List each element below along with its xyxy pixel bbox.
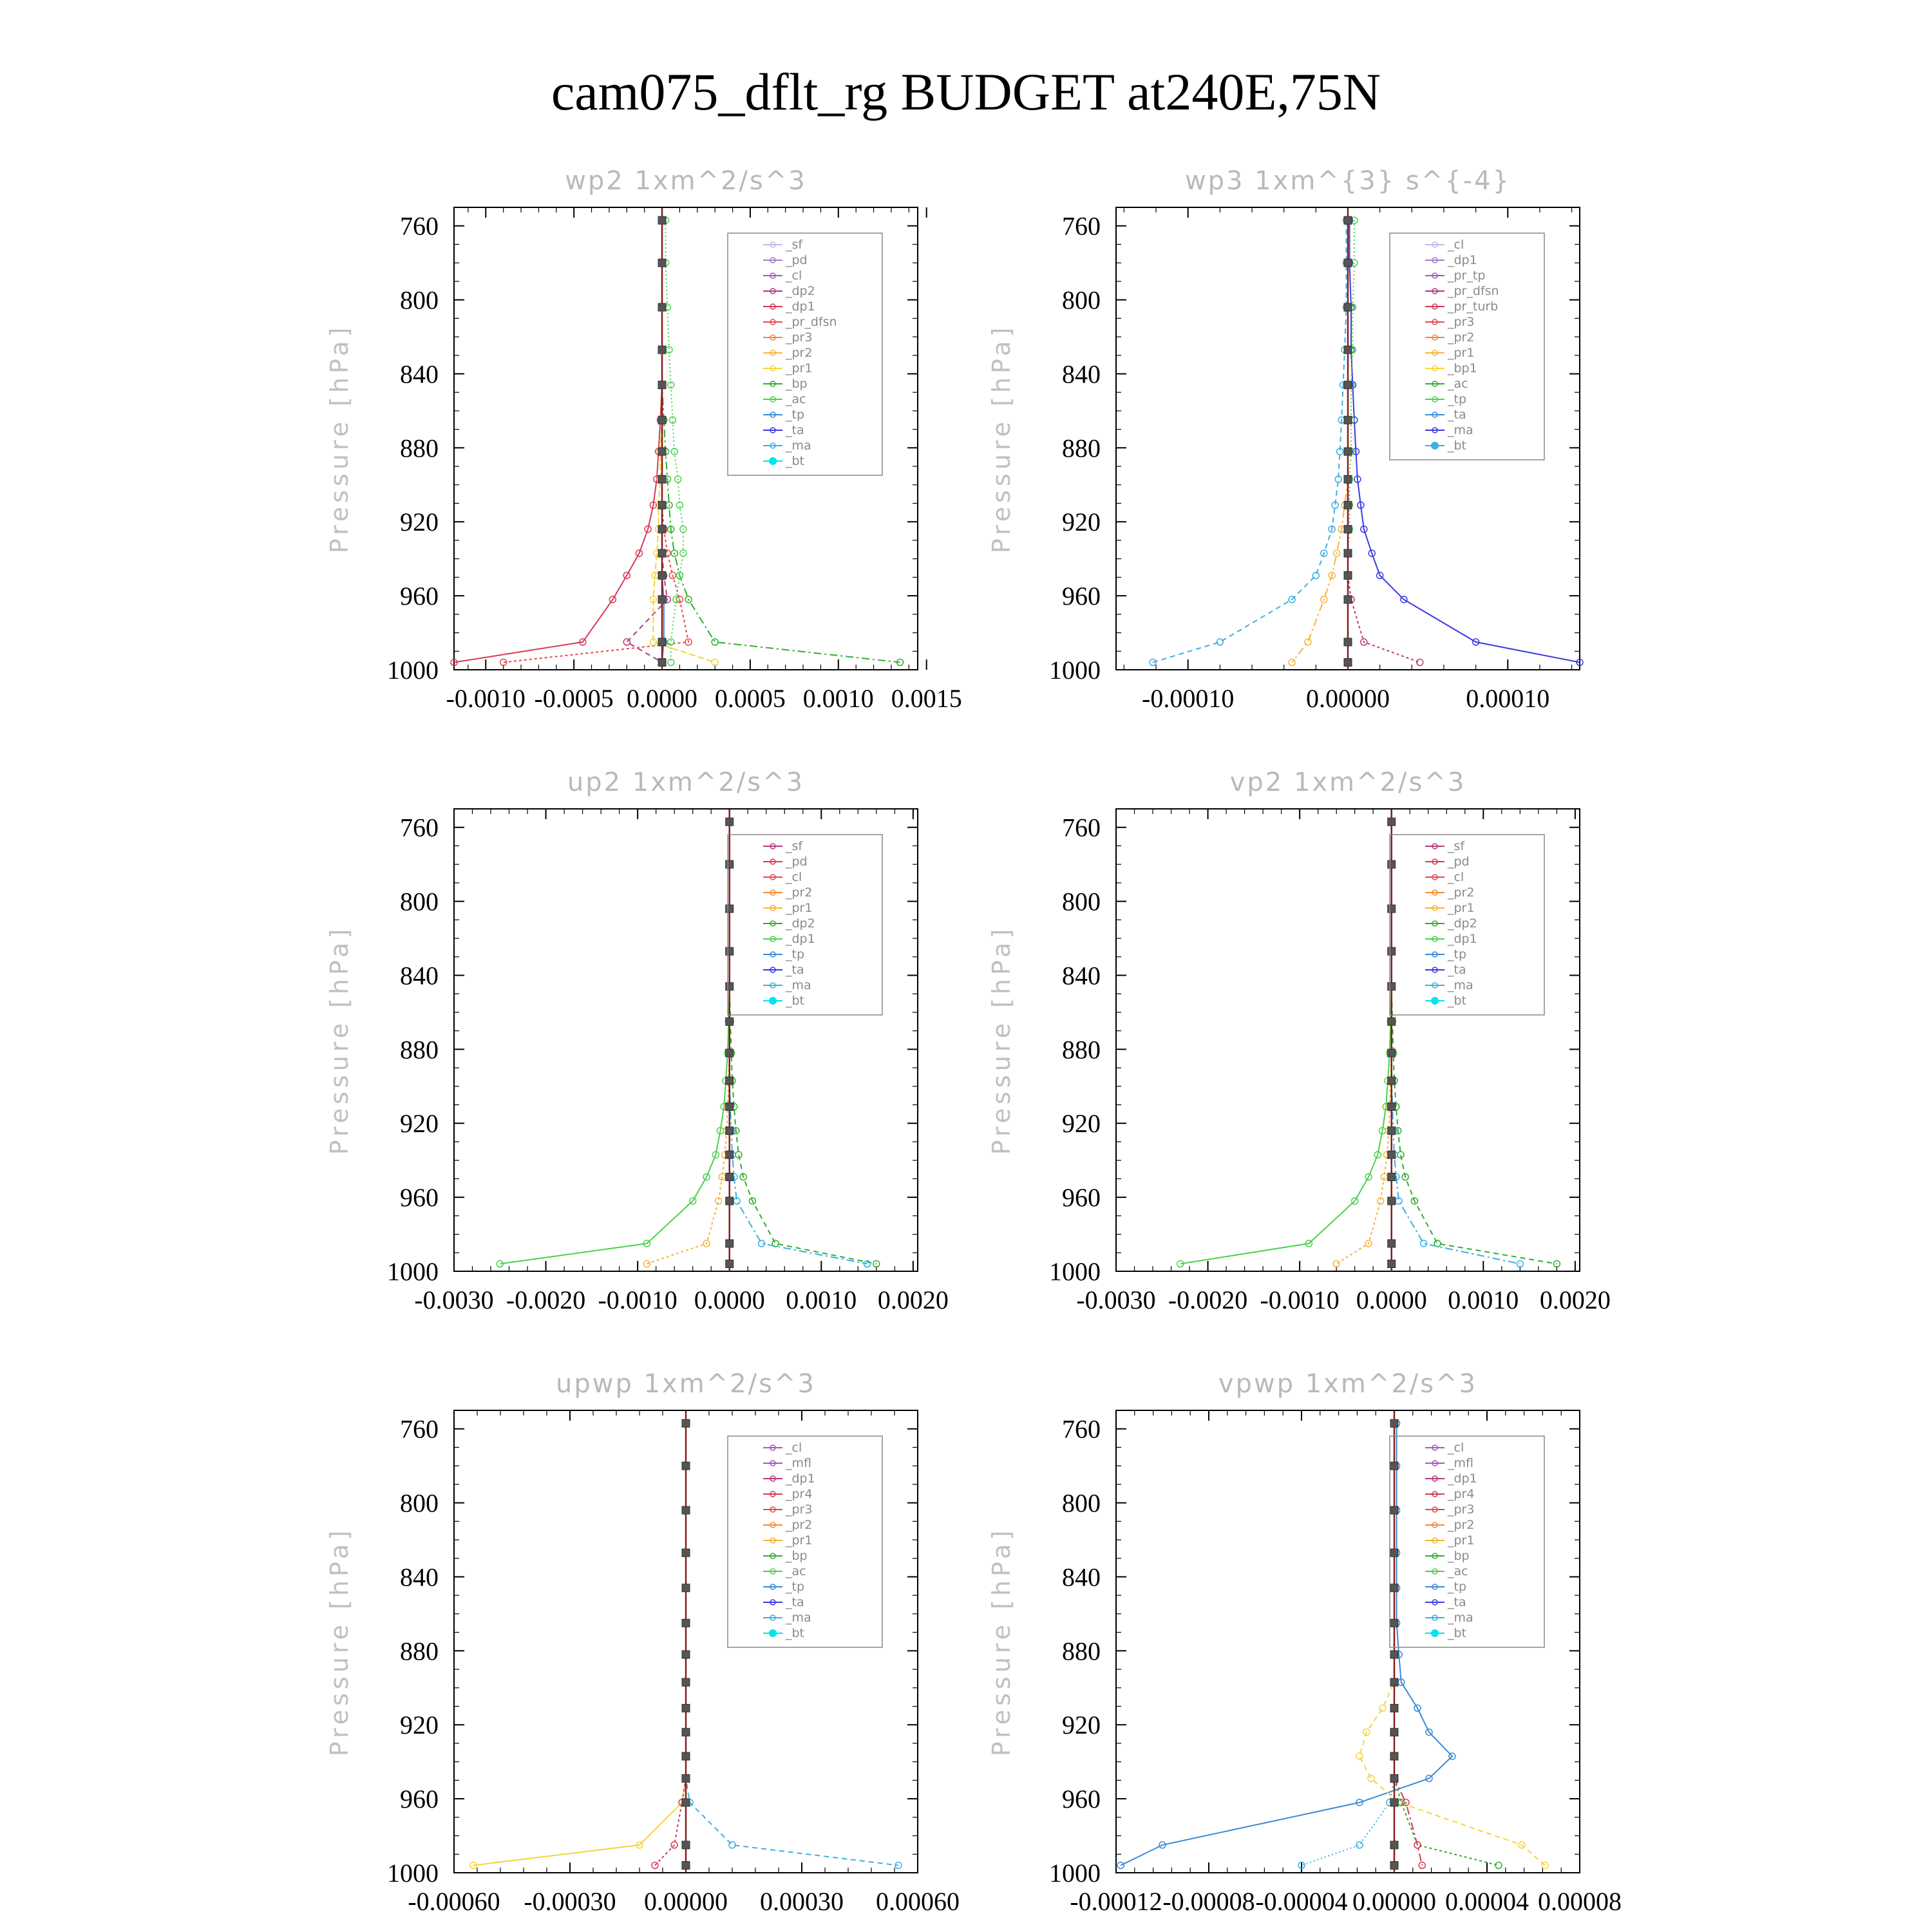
legend-label: _bp xyxy=(786,377,808,391)
legend-label: _ta xyxy=(786,1595,804,1609)
zero-profile-marker xyxy=(1388,905,1396,913)
zero-profile-marker xyxy=(1390,1799,1398,1806)
x-tick-label: -0.00008 xyxy=(1162,1887,1255,1916)
zero-profile-marker xyxy=(1344,346,1352,354)
y-tick-label: 800 xyxy=(1062,285,1101,315)
zero-profile-marker xyxy=(1344,501,1352,509)
data-point-ac xyxy=(680,550,687,556)
y-axis-label: Pressure [hPa] xyxy=(987,925,1016,1155)
panel-title: up2 1xm^2/s^3 xyxy=(567,768,805,797)
y-tick-label: 960 xyxy=(400,1785,439,1814)
zero-profile-marker xyxy=(1388,1240,1396,1247)
legend-label: _dp1 xyxy=(1448,253,1477,267)
data-point-dp1 xyxy=(1419,1862,1425,1869)
x-tick-label: 0.0000 xyxy=(694,1285,765,1314)
y-tick-label: 800 xyxy=(400,887,439,916)
figure-title: cam075_dflt_rg BUDGET at240E,75N xyxy=(551,62,1381,121)
legend-label: _tp xyxy=(1448,947,1467,961)
y-axis-label: Pressure [hPa] xyxy=(325,925,354,1155)
x-tick-label: 0.00000 xyxy=(1352,1887,1436,1916)
legend-label: _ac xyxy=(786,1564,806,1578)
zero-profile-marker xyxy=(1388,983,1396,990)
legend-label: _pr2 xyxy=(786,346,813,360)
zero-profile-marker xyxy=(1390,1584,1398,1592)
x-tick-label: 0.0000 xyxy=(627,684,698,713)
zero-profile-marker xyxy=(726,1018,734,1025)
x-tick-label: -0.0020 xyxy=(1168,1285,1248,1314)
legend-label: _pr_dfsn xyxy=(1448,284,1499,298)
legend-label: _cl xyxy=(786,1441,802,1455)
legend-label: _pr1 xyxy=(1448,901,1475,915)
zero-profile-marker xyxy=(1388,818,1396,826)
zero-profile-marker xyxy=(1388,1151,1396,1159)
panel-title: wp2 1xm^2/s^3 xyxy=(565,166,807,196)
legend-label: _ac xyxy=(786,392,806,406)
x-tick-label: -0.00010 xyxy=(1142,684,1235,713)
zero-profile-marker xyxy=(658,448,666,455)
data-point-ma xyxy=(1312,573,1319,579)
zero-profile-marker xyxy=(726,1151,734,1159)
legend-label: _pd xyxy=(1448,855,1470,869)
y-tick-label: 760 xyxy=(400,1414,439,1444)
y-tick-label: 840 xyxy=(400,359,439,389)
legend-label: _bt xyxy=(786,454,805,468)
y-tick-label: 800 xyxy=(400,1488,439,1518)
y-tick-label: 800 xyxy=(1062,887,1101,916)
zero-profile-marker xyxy=(1388,1260,1396,1268)
legend-label: _ma xyxy=(786,1611,811,1625)
legend-label: _pr4 xyxy=(1448,1487,1475,1501)
zero-profile-marker xyxy=(1390,1549,1398,1557)
legend-label: _pr3 xyxy=(1448,1502,1475,1517)
y-tick-label: 840 xyxy=(400,961,439,990)
y-tick-label: 920 xyxy=(400,1109,439,1139)
zero-profile-marker xyxy=(658,659,666,667)
legend-label: _sf xyxy=(786,839,803,853)
series-line-ma xyxy=(1302,1423,1394,1865)
y-tick-label: 880 xyxy=(1062,1636,1101,1666)
zero-profile-marker xyxy=(682,1506,690,1514)
y-tick-label: 920 xyxy=(400,507,439,537)
legend-label: _dp2 xyxy=(786,284,815,298)
zero-profile-marker xyxy=(1390,1619,1398,1627)
legend-label: _cl xyxy=(1448,238,1464,252)
x-tick-label: -0.0010 xyxy=(446,684,526,713)
legend-label: _pd xyxy=(786,253,808,267)
legend-label: _pr3 xyxy=(1448,315,1475,329)
legend-label: _pr3 xyxy=(786,1502,813,1517)
legend-label: _pr2 xyxy=(1448,330,1475,345)
zero-profile-marker xyxy=(682,1678,690,1686)
zero-profile-marker xyxy=(658,416,666,424)
legend-label: _pr1 xyxy=(786,1533,813,1548)
data-point-pr2 xyxy=(1305,639,1311,645)
y-axis-label: Pressure [hPa] xyxy=(325,323,354,554)
panel-3 xyxy=(325,768,949,1314)
y-tick-label: 920 xyxy=(1062,1109,1101,1139)
y-tick-label: 760 xyxy=(400,813,439,842)
legend-label: _mfl xyxy=(1448,1456,1473,1470)
zero-profile-marker xyxy=(1388,1018,1396,1025)
series-line-dp1 xyxy=(454,220,662,662)
y-axis-label: Pressure [hPa] xyxy=(987,1526,1016,1757)
data-point-dp2 xyxy=(1417,659,1423,666)
y-tick-label: 840 xyxy=(1062,1562,1101,1592)
series-line-dp2 xyxy=(1348,220,1420,662)
zero-profile-marker xyxy=(726,818,734,826)
plot-frame xyxy=(1116,809,1580,1271)
x-tick-label: -0.0030 xyxy=(414,1285,494,1314)
legend-label: _ta xyxy=(1448,1595,1466,1609)
panel-5 xyxy=(325,1369,960,1916)
legend-label: _bt xyxy=(786,994,805,1008)
zero-profile-marker xyxy=(1344,549,1352,557)
data-point-dp1 xyxy=(652,1862,658,1869)
legend-label: _cl xyxy=(786,870,802,884)
x-tick-label: 0.0010 xyxy=(786,1285,857,1314)
panels xyxy=(325,166,1622,1916)
legend-label: _tp xyxy=(786,1580,805,1594)
plot-frame xyxy=(1116,1410,1580,1873)
data-point-ma xyxy=(1150,659,1156,666)
zero-profile-marker xyxy=(658,381,666,389)
x-tick-label: 0.00010 xyxy=(1466,684,1550,713)
x-tick-label: 0.00060 xyxy=(876,1887,960,1916)
zero-profile-marker xyxy=(1390,1678,1398,1686)
legend-label: _ma xyxy=(786,439,811,453)
legend-label: _tp xyxy=(786,408,805,422)
x-tick-label: -0.00004 xyxy=(1255,1887,1348,1916)
zero-profile-marker xyxy=(658,303,666,311)
legend-label: _pr_dfsn xyxy=(786,315,837,329)
x-tick-label: -0.0010 xyxy=(1260,1285,1340,1314)
zero-profile-marker xyxy=(658,526,666,533)
legend-label: _ac xyxy=(1448,1564,1468,1578)
y-tick-label: 960 xyxy=(400,582,439,611)
y-tick-label: 840 xyxy=(1062,961,1101,990)
zero-profile-marker xyxy=(1344,596,1352,603)
y-tick-label: 880 xyxy=(1062,433,1101,463)
y-tick-label: 880 xyxy=(400,1035,439,1065)
y-axis-label: Pressure [hPa] xyxy=(987,323,1016,554)
legend-label: _cl xyxy=(1448,1441,1464,1455)
zero-profile-marker xyxy=(726,1127,734,1135)
legend-label: _dp1 xyxy=(786,932,815,946)
legend-label: _pr2 xyxy=(1448,886,1475,900)
data-point-ma xyxy=(1356,1842,1363,1848)
zero-profile-marker xyxy=(1388,1127,1396,1135)
y-tick-label: 880 xyxy=(1062,1035,1101,1065)
zero-profile-marker xyxy=(1388,1197,1396,1205)
zero-profile-marker xyxy=(1390,1841,1398,1849)
x-tick-label: 0.0020 xyxy=(1539,1285,1611,1314)
x-tick-label: 0.00000 xyxy=(1306,684,1390,713)
y-tick-label: 1000 xyxy=(387,656,439,685)
legend-label: _cl xyxy=(1448,870,1464,884)
zero-profile-marker xyxy=(682,1775,690,1783)
zero-profile-marker xyxy=(658,596,666,603)
zero-profile-marker xyxy=(682,1728,690,1736)
zero-profile-marker xyxy=(682,1549,690,1557)
zero-profile-marker xyxy=(1388,860,1396,868)
legend-label: _dp1 xyxy=(786,1472,815,1486)
x-tick-label: 0.00000 xyxy=(644,1887,728,1916)
legend-label: _dp2 xyxy=(1448,916,1477,931)
zero-profile-marker xyxy=(1388,1173,1396,1181)
data-point-pr2 xyxy=(1289,659,1295,666)
y-tick-label: 960 xyxy=(1062,1785,1101,1814)
legend-label: _pr2 xyxy=(786,886,813,900)
zero-profile-marker xyxy=(1344,416,1352,424)
zero-profile-marker xyxy=(726,1077,734,1084)
x-tick-label: -0.00060 xyxy=(408,1887,500,1916)
x-tick-label: -0.0010 xyxy=(598,1285,677,1314)
legend-label: _ta xyxy=(786,963,804,977)
x-tick-label: -0.0030 xyxy=(1076,1285,1156,1314)
series-line-ac xyxy=(1180,822,1392,1264)
x-tick-label: -0.0005 xyxy=(534,684,614,713)
legend-marker xyxy=(769,997,777,1005)
legend-label: _dp1 xyxy=(1448,1472,1477,1486)
legend-label: _ta xyxy=(1448,408,1466,422)
zero-profile-marker xyxy=(1388,1049,1396,1057)
y-tick-label: 1000 xyxy=(1049,1257,1101,1286)
data-point-bp xyxy=(712,639,718,645)
zero-profile-marker xyxy=(682,1704,690,1712)
panel-title: upwp 1xm^2/s^3 xyxy=(556,1369,816,1399)
zero-profile-marker xyxy=(1344,381,1352,389)
legend-label: _pr_turb xyxy=(1448,299,1499,314)
legend-label: _sf xyxy=(1448,839,1465,853)
zero-profile-marker xyxy=(658,501,666,509)
legend-label: _bp1 xyxy=(1448,361,1477,375)
data-point-pr1 xyxy=(1379,1705,1386,1711)
x-tick-label: 0.0010 xyxy=(802,684,874,713)
legend-label: _pr1 xyxy=(786,901,813,915)
legend-label: _pr1 xyxy=(786,361,813,375)
data-point-tp xyxy=(1117,1862,1124,1869)
y-tick-label: 840 xyxy=(1062,359,1101,389)
legend-label: _ma xyxy=(1448,1611,1473,1625)
y-tick-label: 880 xyxy=(400,1636,439,1666)
zero-profile-marker xyxy=(682,1841,690,1849)
legend-label: _tp xyxy=(1448,1580,1467,1594)
panel-4 xyxy=(987,768,1611,1314)
zero-profile-marker xyxy=(1344,259,1352,267)
plot-frame xyxy=(454,809,918,1271)
legend-label: _ma xyxy=(1448,978,1473,992)
legend-label: _bt xyxy=(786,1626,805,1640)
legend-label: _pr1 xyxy=(1448,346,1475,360)
zero-profile-marker xyxy=(658,346,666,354)
zero-profile-marker xyxy=(682,1752,690,1760)
y-tick-label: 920 xyxy=(1062,507,1101,537)
legend-label: _pr_tp xyxy=(1448,269,1486,283)
legend-label: _bt xyxy=(1448,1626,1467,1640)
y-axis-label: Pressure [hPa] xyxy=(325,1526,354,1757)
y-tick-label: 1000 xyxy=(387,1859,439,1888)
data-point-ma xyxy=(1217,639,1223,645)
zero-profile-marker xyxy=(1390,1775,1398,1783)
zero-profile-marker xyxy=(1390,1728,1398,1736)
series-line-ac xyxy=(500,822,729,1264)
legend-label: _pr1 xyxy=(1448,1533,1475,1548)
y-tick-label: 800 xyxy=(400,285,439,315)
y-tick-label: 1000 xyxy=(1049,1859,1101,1888)
zero-profile-marker xyxy=(682,1799,690,1806)
zero-profile-marker xyxy=(1344,216,1352,224)
x-tick-label: 0.0015 xyxy=(891,684,962,713)
zero-profile-marker xyxy=(1344,659,1352,667)
zero-profile-marker xyxy=(1390,1704,1398,1712)
zero-profile-marker xyxy=(1390,1419,1398,1427)
zero-profile-marker xyxy=(682,1651,690,1658)
y-tick-label: 960 xyxy=(1062,582,1101,611)
zero-profile-marker xyxy=(1344,303,1352,311)
panel-1 xyxy=(325,166,962,713)
series-line-bp xyxy=(1394,1423,1499,1865)
zero-profile-marker xyxy=(726,1197,734,1205)
legend-label: _tp xyxy=(786,947,805,961)
panel-title: wp3 1xm^{3} s^{-4} xyxy=(1184,166,1511,196)
legend-label: _pr4 xyxy=(786,1487,813,1501)
zero-profile-marker xyxy=(1344,526,1352,533)
legend-label: _sf xyxy=(786,238,803,252)
panel-6 xyxy=(987,1369,1622,1916)
legend-label: _bt xyxy=(1448,439,1467,453)
legend-label: _ta xyxy=(1448,963,1466,977)
zero-profile-marker xyxy=(1388,1077,1396,1084)
zero-profile-marker xyxy=(726,1049,734,1057)
zero-profile-marker xyxy=(1390,1462,1398,1470)
legend-label: _bt xyxy=(1448,994,1467,1008)
zero-profile-marker xyxy=(682,1862,690,1870)
legend-label: _ta xyxy=(786,423,804,437)
zero-profile-marker xyxy=(1344,475,1352,483)
zero-profile-marker xyxy=(682,1462,690,1470)
zero-profile-marker xyxy=(682,1584,690,1592)
zero-profile-marker xyxy=(658,572,666,580)
y-tick-label: 960 xyxy=(1062,1183,1101,1213)
legend-label: _dp1 xyxy=(1448,932,1477,946)
y-tick-label: 1000 xyxy=(1049,656,1101,685)
legend-label: _mfl xyxy=(786,1456,811,1470)
zero-profile-marker xyxy=(1390,1506,1398,1514)
zero-profile-marker xyxy=(726,1240,734,1247)
data-point-pr1 xyxy=(1542,1862,1548,1869)
zero-profile-marker xyxy=(726,1173,734,1181)
data-point-dp2 xyxy=(623,639,630,645)
x-tick-label: 0.0020 xyxy=(877,1285,949,1314)
y-tick-label: 920 xyxy=(400,1710,439,1740)
series-line-pr2 xyxy=(1292,220,1348,662)
legend-label: _dp1 xyxy=(786,299,815,314)
y-tick-label: 840 xyxy=(400,1562,439,1592)
data-point-pr1 xyxy=(1356,1753,1363,1759)
y-tick-label: 760 xyxy=(1062,1414,1101,1444)
x-tick-label: -0.0020 xyxy=(506,1285,586,1314)
zero-profile-marker xyxy=(1344,572,1352,580)
legend-label: _pr3 xyxy=(786,330,813,345)
legend-label: _pd xyxy=(786,855,808,869)
x-tick-label: 0.0005 xyxy=(714,684,786,713)
panel-title: vp2 1xm^2/s^3 xyxy=(1229,768,1466,797)
y-tick-label: 920 xyxy=(1062,1710,1101,1740)
zero-profile-marker xyxy=(1390,1651,1398,1658)
legend-label: _pr2 xyxy=(786,1518,813,1532)
y-tick-label: 760 xyxy=(1062,211,1101,241)
zero-profile-marker xyxy=(682,1419,690,1427)
legend-label: _tp xyxy=(1448,392,1467,406)
zero-profile-marker xyxy=(1388,1103,1396,1110)
legend-label: _cl xyxy=(786,269,802,283)
zero-profile-marker xyxy=(1344,638,1352,646)
legend-label: _ac xyxy=(1448,377,1468,391)
legend-marker xyxy=(1431,997,1439,1005)
series-line-ma xyxy=(1153,220,1346,662)
x-tick-label: 0.0000 xyxy=(1356,1285,1427,1314)
zero-profile-marker xyxy=(726,947,734,955)
zero-profile-marker xyxy=(726,1260,734,1268)
data-point-pr2 xyxy=(643,1261,650,1267)
x-tick-label: -0.00012 xyxy=(1070,1887,1162,1916)
legend-label: _ma xyxy=(1448,423,1473,437)
series-line-bp xyxy=(662,220,900,662)
zero-profile-marker xyxy=(726,983,734,990)
y-tick-label: 960 xyxy=(400,1183,439,1213)
x-tick-label: -0.00030 xyxy=(524,1887,616,1916)
zero-profile-marker xyxy=(658,216,666,224)
x-tick-label: 0.00030 xyxy=(760,1887,844,1916)
legend-label: _bp xyxy=(786,1549,808,1563)
y-tick-label: 800 xyxy=(1062,1488,1101,1518)
zero-profile-marker xyxy=(1344,448,1352,455)
zero-profile-marker xyxy=(1390,1752,1398,1760)
legend-label: _pr2 xyxy=(1448,1518,1475,1532)
legend-marker xyxy=(769,1629,777,1637)
y-tick-label: 880 xyxy=(400,433,439,463)
legend-marker xyxy=(1431,1629,1439,1637)
panel-title: vpwp 1xm^2/s^3 xyxy=(1218,1369,1478,1399)
y-tick-label: 760 xyxy=(1062,813,1101,842)
legend-marker xyxy=(769,457,777,465)
zero-profile-marker xyxy=(658,549,666,557)
data-point-pr1 xyxy=(1368,1776,1374,1782)
zero-profile-marker xyxy=(682,1619,690,1627)
legend-label: _ma xyxy=(786,978,811,992)
legend-marker xyxy=(1431,442,1439,450)
x-tick-label: 0.00008 xyxy=(1538,1887,1622,1916)
legend-label: _bp xyxy=(1448,1549,1470,1563)
panel-2 xyxy=(987,166,1583,713)
zero-profile-marker xyxy=(658,638,666,646)
zero-profile-marker xyxy=(658,259,666,267)
series-line-pr1 xyxy=(473,1423,686,1865)
y-tick-label: 760 xyxy=(400,211,439,241)
zero-profile-marker xyxy=(658,475,666,483)
zero-profile-marker xyxy=(1388,947,1396,955)
y-tick-label: 1000 xyxy=(387,1257,439,1286)
legend-label: _dp2 xyxy=(786,916,815,931)
zero-profile-marker xyxy=(726,860,734,868)
zero-profile-marker xyxy=(726,1103,734,1110)
zero-profile-marker xyxy=(1390,1862,1398,1870)
series-line-pr2 xyxy=(1336,822,1392,1264)
x-tick-label: 0.00004 xyxy=(1445,1887,1529,1916)
zero-profile-marker xyxy=(726,905,734,913)
x-tick-label: 0.0010 xyxy=(1448,1285,1519,1314)
